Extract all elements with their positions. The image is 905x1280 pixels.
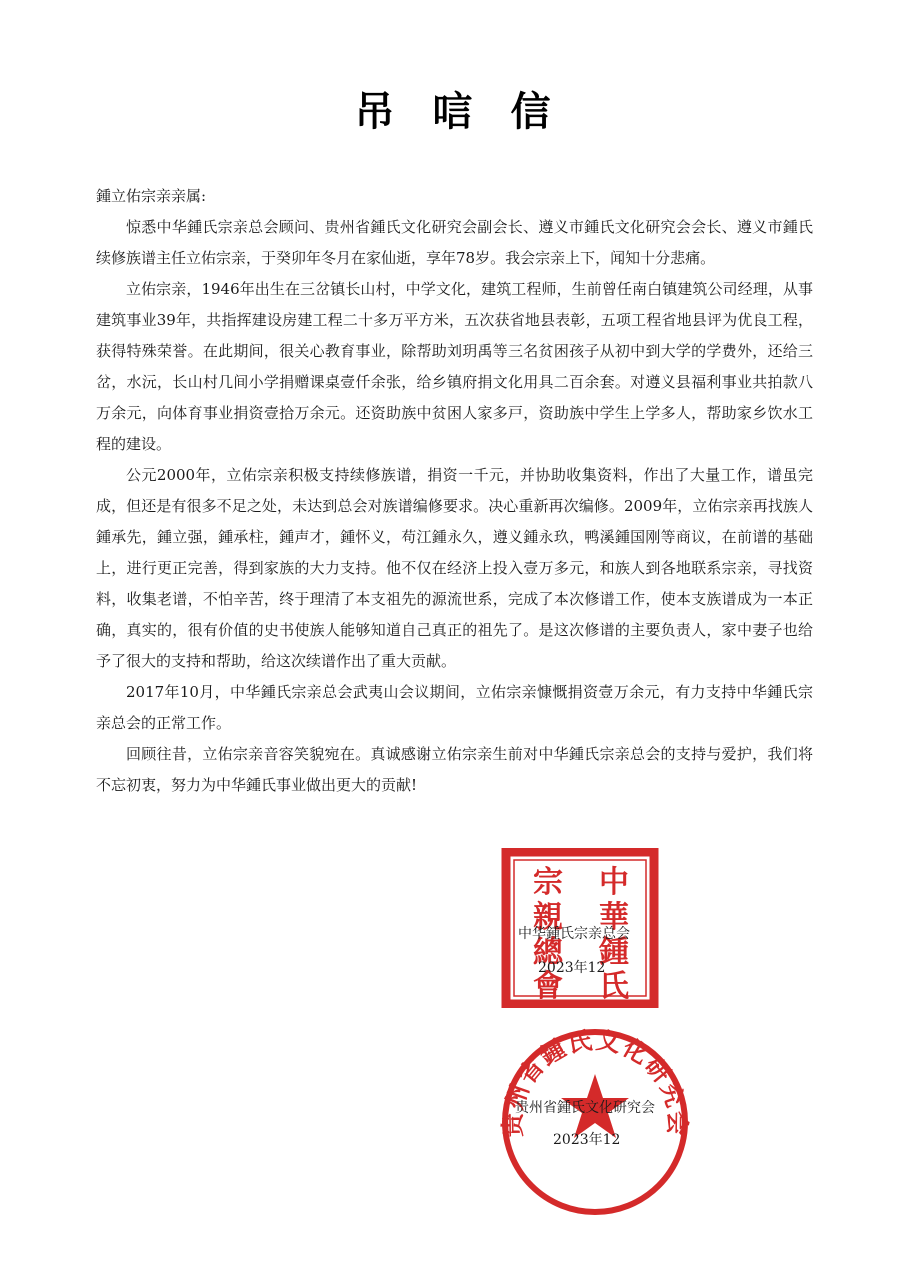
seal-char: 親 [533,900,563,935]
salutation: 鍾立佑宗亲亲属: [96,187,207,205]
signature-date: 2023年12 [538,960,606,976]
signature-org: 贵州省鍾氏文化研究会 [515,1100,655,1116]
body-paragraph: 惊悉中华鍾氏宗亲总会顾问、贵州省鍾氏文化研究会副会长、遵义市鍾氏文化研究会会长、遵义市鍾氏续修族谱主任立佑宗亲，于癸卯年冬月在家仙逝，享年78岁。我会宗亲上下，闻知十分悲痛。 [96,218,813,267]
seal-char: 華 [599,900,629,935]
seal-char: 氏 [599,969,629,1004]
signature-date: 2023年12 [553,1132,621,1148]
letter-body [96,212,813,801]
signature-block-guizhou [495,1022,695,1222]
seal-char: 宗 [533,865,563,900]
page-title: 吊唁信 [354,89,589,135]
seal-char: 會 [533,969,563,1004]
signature-block-zonghui [500,848,660,1008]
seal-char: 鍾 [599,935,629,970]
round-red-seal-icon [495,1022,695,1222]
body-paragraph: 立佑宗亲，1946年出生在三岔镇长山村，中学文化，建筑工程师，生前曾任南白镇建筑公司经理，从事建筑事业39年，共指挥建设房建工程二十多万平方米，五次获省地县表彰，五项工程省地县评为优良工程，获得特殊荣誉。在此期间，很关心教育事业，除帮助刘玥禹等三名贫困孩子从初中到大学的学费外，还给三岔，水沅，长山村几间小学捐赠课桌壹仟余张，给乡镇府捐文化用具二百余套。对遵义县福利事业共拍款八万余元，向体育事业捐资壹拾万余元。还资助族中贫困人家多戸，资助族中学生上学多人，帮助家乡饮水工程的建设。 [96,280,813,453]
seal-arc-text: 贵州省鍾氏文化研究会 [497,1025,693,1138]
signature-org: 中华鍾氏宗亲总会 [518,926,630,942]
seal-char: 中 [599,865,629,900]
body-paragraph: 回顾往昔，立佑宗亲音容笑貌宛在。真诚感谢立佑宗亲生前对中华鍾氏宗亲总会的支持与爱护，我们将不忘初衷，努力为中华鍾氏事业做出更大的贡献! [96,745,813,794]
seal-char: 總 [533,935,563,970]
body-paragraph: 2017年10月，中华鍾氏宗亲总会武夷山会议期间，立佑宗亲慷慨捐资壹万余元，有力支持中华鍾氏宗亲总会的正常工作。 [96,683,813,732]
body-paragraph: 公元2000年，立佑宗亲积极支持续修族谱，捐资一千元，并协助收集资料，作出了大量工作，谱虽完成，但还是有很多不足之处，未达到总会对族谱编修要求。决心重新再次编修。2009年，立佑宗亲再找族人鍾承先，鍾立强，鍾承柱，鍾声才，鍾怀义，苟江鍾永久，遵义鍾永玖，鸭溪鍾国刚等商议，在前谱的基础上，进行更正完善，得到家族的大力支持。他不仅在经济上投入壹万多元，和族人到各地联系宗亲，寻找资料，收集老谱，不怕辛苦，终于理清了本支祖先的源流世系，完成了本次修谱工作，使本支族谱成为一本正确，真实的，很有价值的史书使族人能够知道自己真正的祖先了。是这次修谱的主要负责人，家中妻子也给予了很大的支持和帮助，给这次续谱作出了重大贡献。 [96,466,813,670]
